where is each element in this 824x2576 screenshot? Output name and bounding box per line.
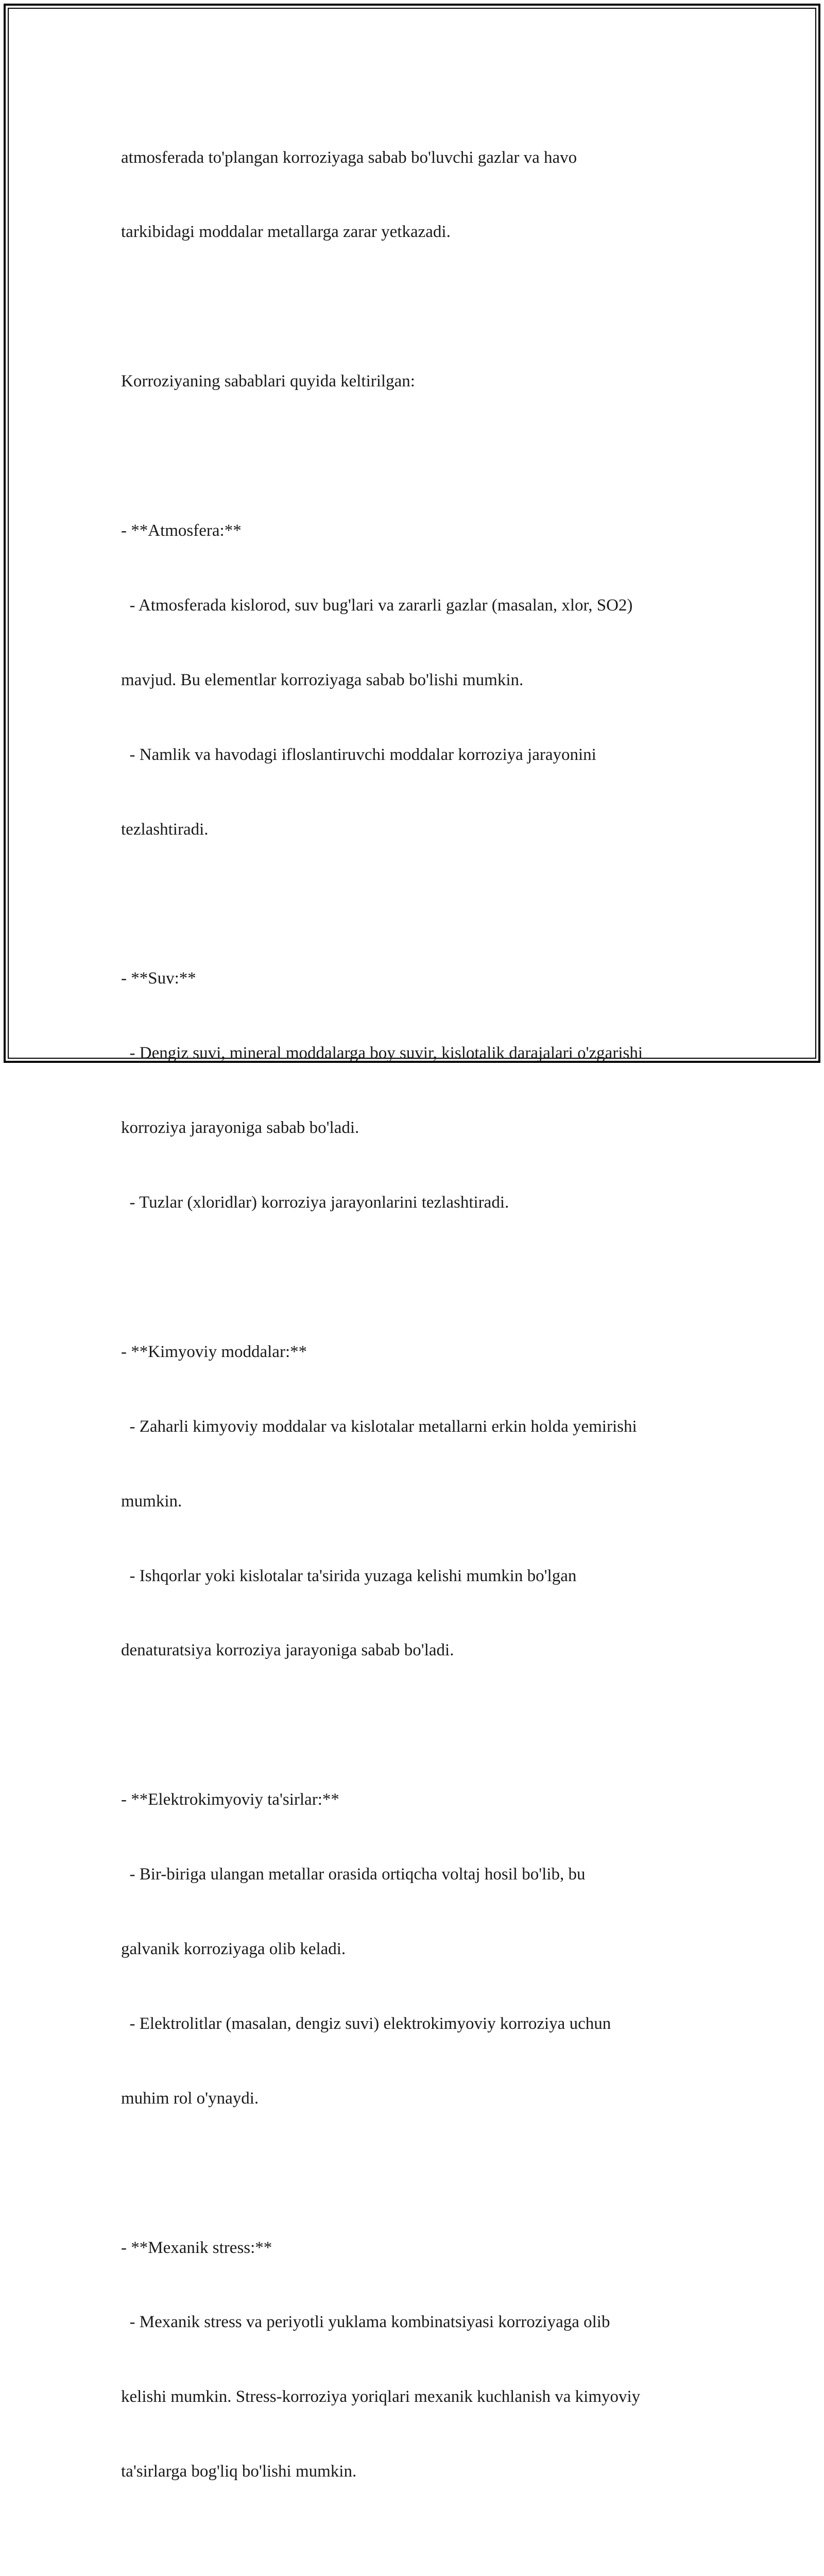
list-subitem: - Dengiz suvi, mineral moddalarga boy suvir, kislotalik darajalari o'zgarishi — [121, 1044, 643, 1063]
blank-line — [121, 2161, 708, 2185]
list-heading-atmosfera: - **Atmosfera:** — [121, 521, 242, 540]
list-subitem: - Elektrolitlar (masalan, dengiz suvi) elektrokimyoviy korroziya uchun — [121, 2014, 611, 2033]
blank-line — [121, 892, 708, 917]
list-subitem: - Ishqorlar yoki kislotalar ta'sirida yuzaga kelishi mumkin bo'lgan — [121, 1566, 577, 1585]
text-line: atmosferada to'plangan korroziyaga sabab bo'luvchi gazlar va havo — [121, 148, 577, 167]
blank-line — [121, 294, 708, 319]
list-heading-suv: - **Suv:** — [121, 969, 196, 988]
text-line: galvanik korroziyaga olib keladi. — [121, 1939, 346, 1958]
list-heading-elektrokimyoviy: - **Elektrokimyoviy ta'sirlar:** — [121, 1790, 339, 1809]
blank-line — [121, 1265, 708, 1290]
list-subitem: - Tuzlar (xloridlar) korroziya jarayonlarini tezlashtiradi. — [121, 1193, 509, 1212]
list-heading-mexanik: - **Mexanik stress:** — [121, 2238, 272, 2257]
text-line: tezlashtiradi. — [121, 820, 209, 839]
blank-line — [121, 2534, 708, 2558]
blank-line — [121, 444, 708, 468]
list-heading-kimyoviy: - **Kimyoviy moddalar:** — [121, 1342, 307, 1361]
text-line: mumkin. — [121, 1492, 182, 1511]
text-line: ta'sirlarga bog'liq bo'lishi mumkin. — [121, 2462, 357, 2481]
list-subitem: - Atmosferada kislorod, suv bug'lari va zararli gazlar (masalan, xlor, SO2) — [121, 596, 633, 615]
list-subitem: - Zaharli kimyoviy moddalar va kislotalar metallarni erkin holda yemirishi — [121, 1417, 637, 1436]
list-subitem: - Bir-biriga ulangan metallar orasida ortiqcha voltaj hosil bo'lib, bu — [121, 1865, 586, 1884]
text-line: kelishi mumkin. Stress-korroziya yoriqlari mexanik kuchlanish va kimyoviy — [121, 2387, 641, 2406]
section-intro: Korroziyaning sabablari quyida keltirilgan: — [121, 372, 415, 391]
list-subitem: - Mexanik stress va periyotli yuklama kombinatsiyasi korroziyaga olib — [121, 2313, 610, 2332]
text-line: denaturatsiya korroziya jarayoniga sabab bo'ladi. — [121, 1641, 454, 1660]
text-line: tarkibidagi moddalar metallarga zarar yetkazadi. — [121, 223, 451, 242]
list-subitem: - Namlik va havodagi ifloslantiruvchi moddalar korroziya jarayonini — [121, 745, 596, 764]
text-line: korroziya jarayoniga sabab bo'ladi. — [121, 1118, 359, 1138]
document-body — [121, 95, 708, 2576]
text-line: muhim rol o'ynaydi. — [121, 2089, 259, 2108]
blank-line — [121, 1713, 708, 1737]
text-line: mavjud. Bu elementlar korroziyaga sabab bo'lishi mumkin. — [121, 670, 524, 689]
